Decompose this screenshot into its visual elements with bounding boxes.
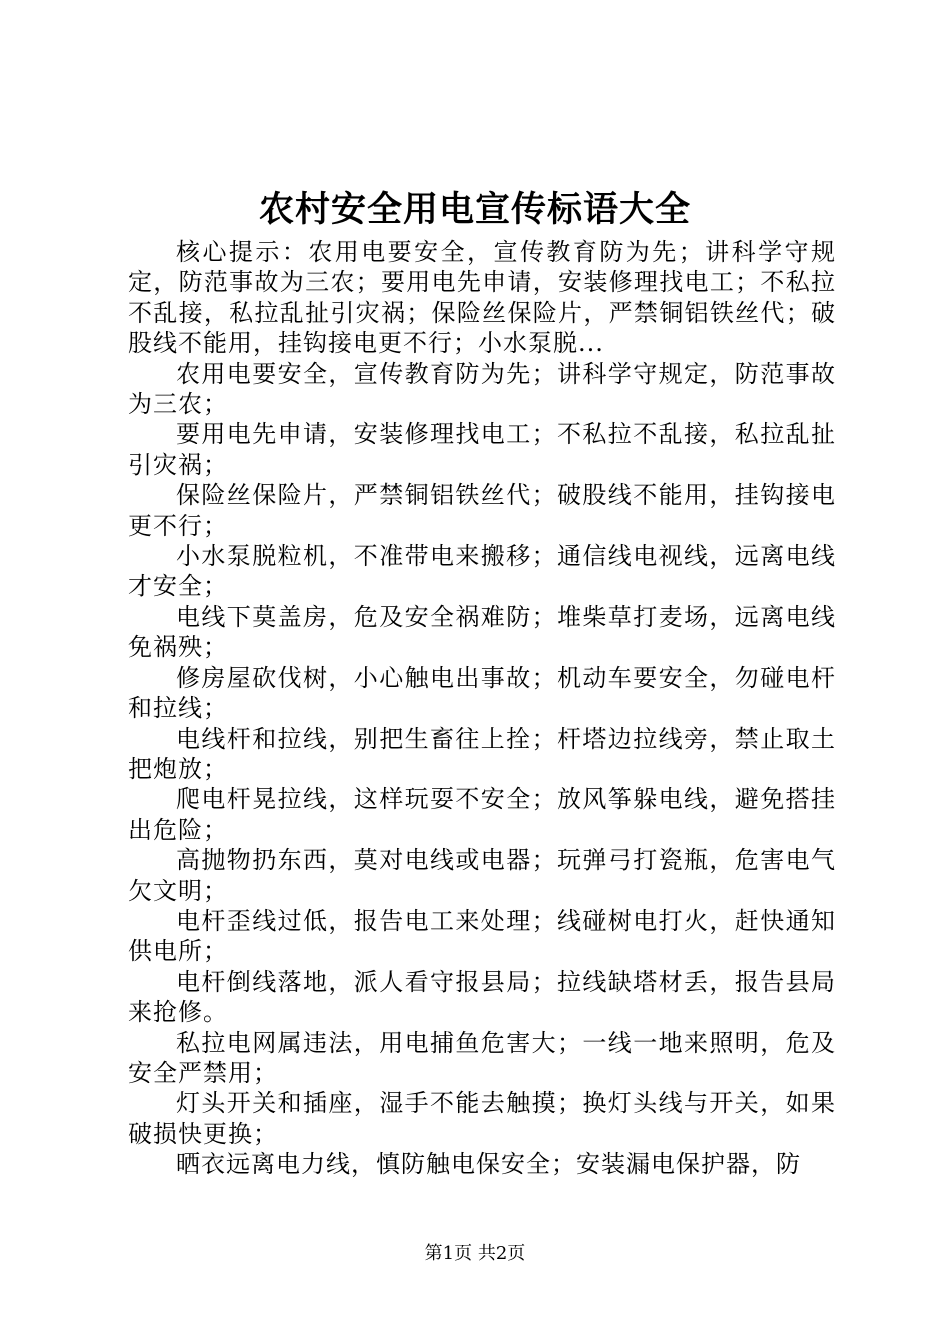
paragraph: 修房屋砍伐树，小心触电出事故；机动车要安全，勿碰电杆和拉线； [128,663,836,723]
paragraph: 小水泵脱粒机，不准带电来搬移；通信线电视线，远离电线才安全； [128,542,836,601]
paragraph: 灯头开关和插座，湿手不能去触摸；换灯头线与开关，如果破损快更换； [128,1089,836,1148]
paragraph: 电杆歪线过低，报告电工来处理；线碰树电打火，赶快通知供电所； [128,906,836,966]
paragraph: 电线下莫盖房，危及安全祸难防；堆柴草打麦场，远离电线免祸殃； [128,602,836,662]
page-number-footer: 第1页 共2页 [424,1243,526,1264]
paragraph: 爬电杆晃拉线，这样玩耍不安全；放风筝躲电线，避免搭挂出危险； [128,785,836,844]
paragraph: 电杆倒线落地，派人看守报县局；拉线缺塔材丢，报告县局来抢修。 [128,967,836,1027]
document-body [128,237,836,1180]
paragraph: 农用电要安全，宣传教育防为先；讲科学守规定，防范事故为三农； [128,359,836,419]
paragraph: 私拉电网属违法，用电捕鱼危害大；一线一地来照明，危及安全严禁用； [128,1028,836,1087]
paragraph-summary: 核心提示：农用电要安全，宣传教育防为先；讲科学守规定，防范事故为三农；要用电先申请，安装修理找电工；不私拉不乱接，私拉乱扯引灾祸；保险丝保险片，严禁铜铝铁丝代；破股线不能用，挂钩接电更不行；小水泵脱... [128,238,836,358]
document-title: 农村安全用电宣传标语大全 [258,189,691,230]
paragraph: 保险丝保险片，严禁铜铝铁丝代；破股线不能用，挂钩接电更不行； [128,481,836,540]
paragraph: 晒衣远离电力线，慎防触电保安全；安装漏电保护器，防 [176,1150,801,1179]
paragraph: 高抛物扔东西，莫对电线或电器；玩弹弓打瓷瓶，危害电气欠文明； [128,846,836,905]
paragraph: 电线杆和拉线，别把生畜往上拴；杆塔边拉线旁，禁止取土把炮放； [128,724,836,783]
paragraph: 要用电先申请，安装修理找电工；不私拉不乱接，私拉乱扯引灾祸； [128,420,836,479]
